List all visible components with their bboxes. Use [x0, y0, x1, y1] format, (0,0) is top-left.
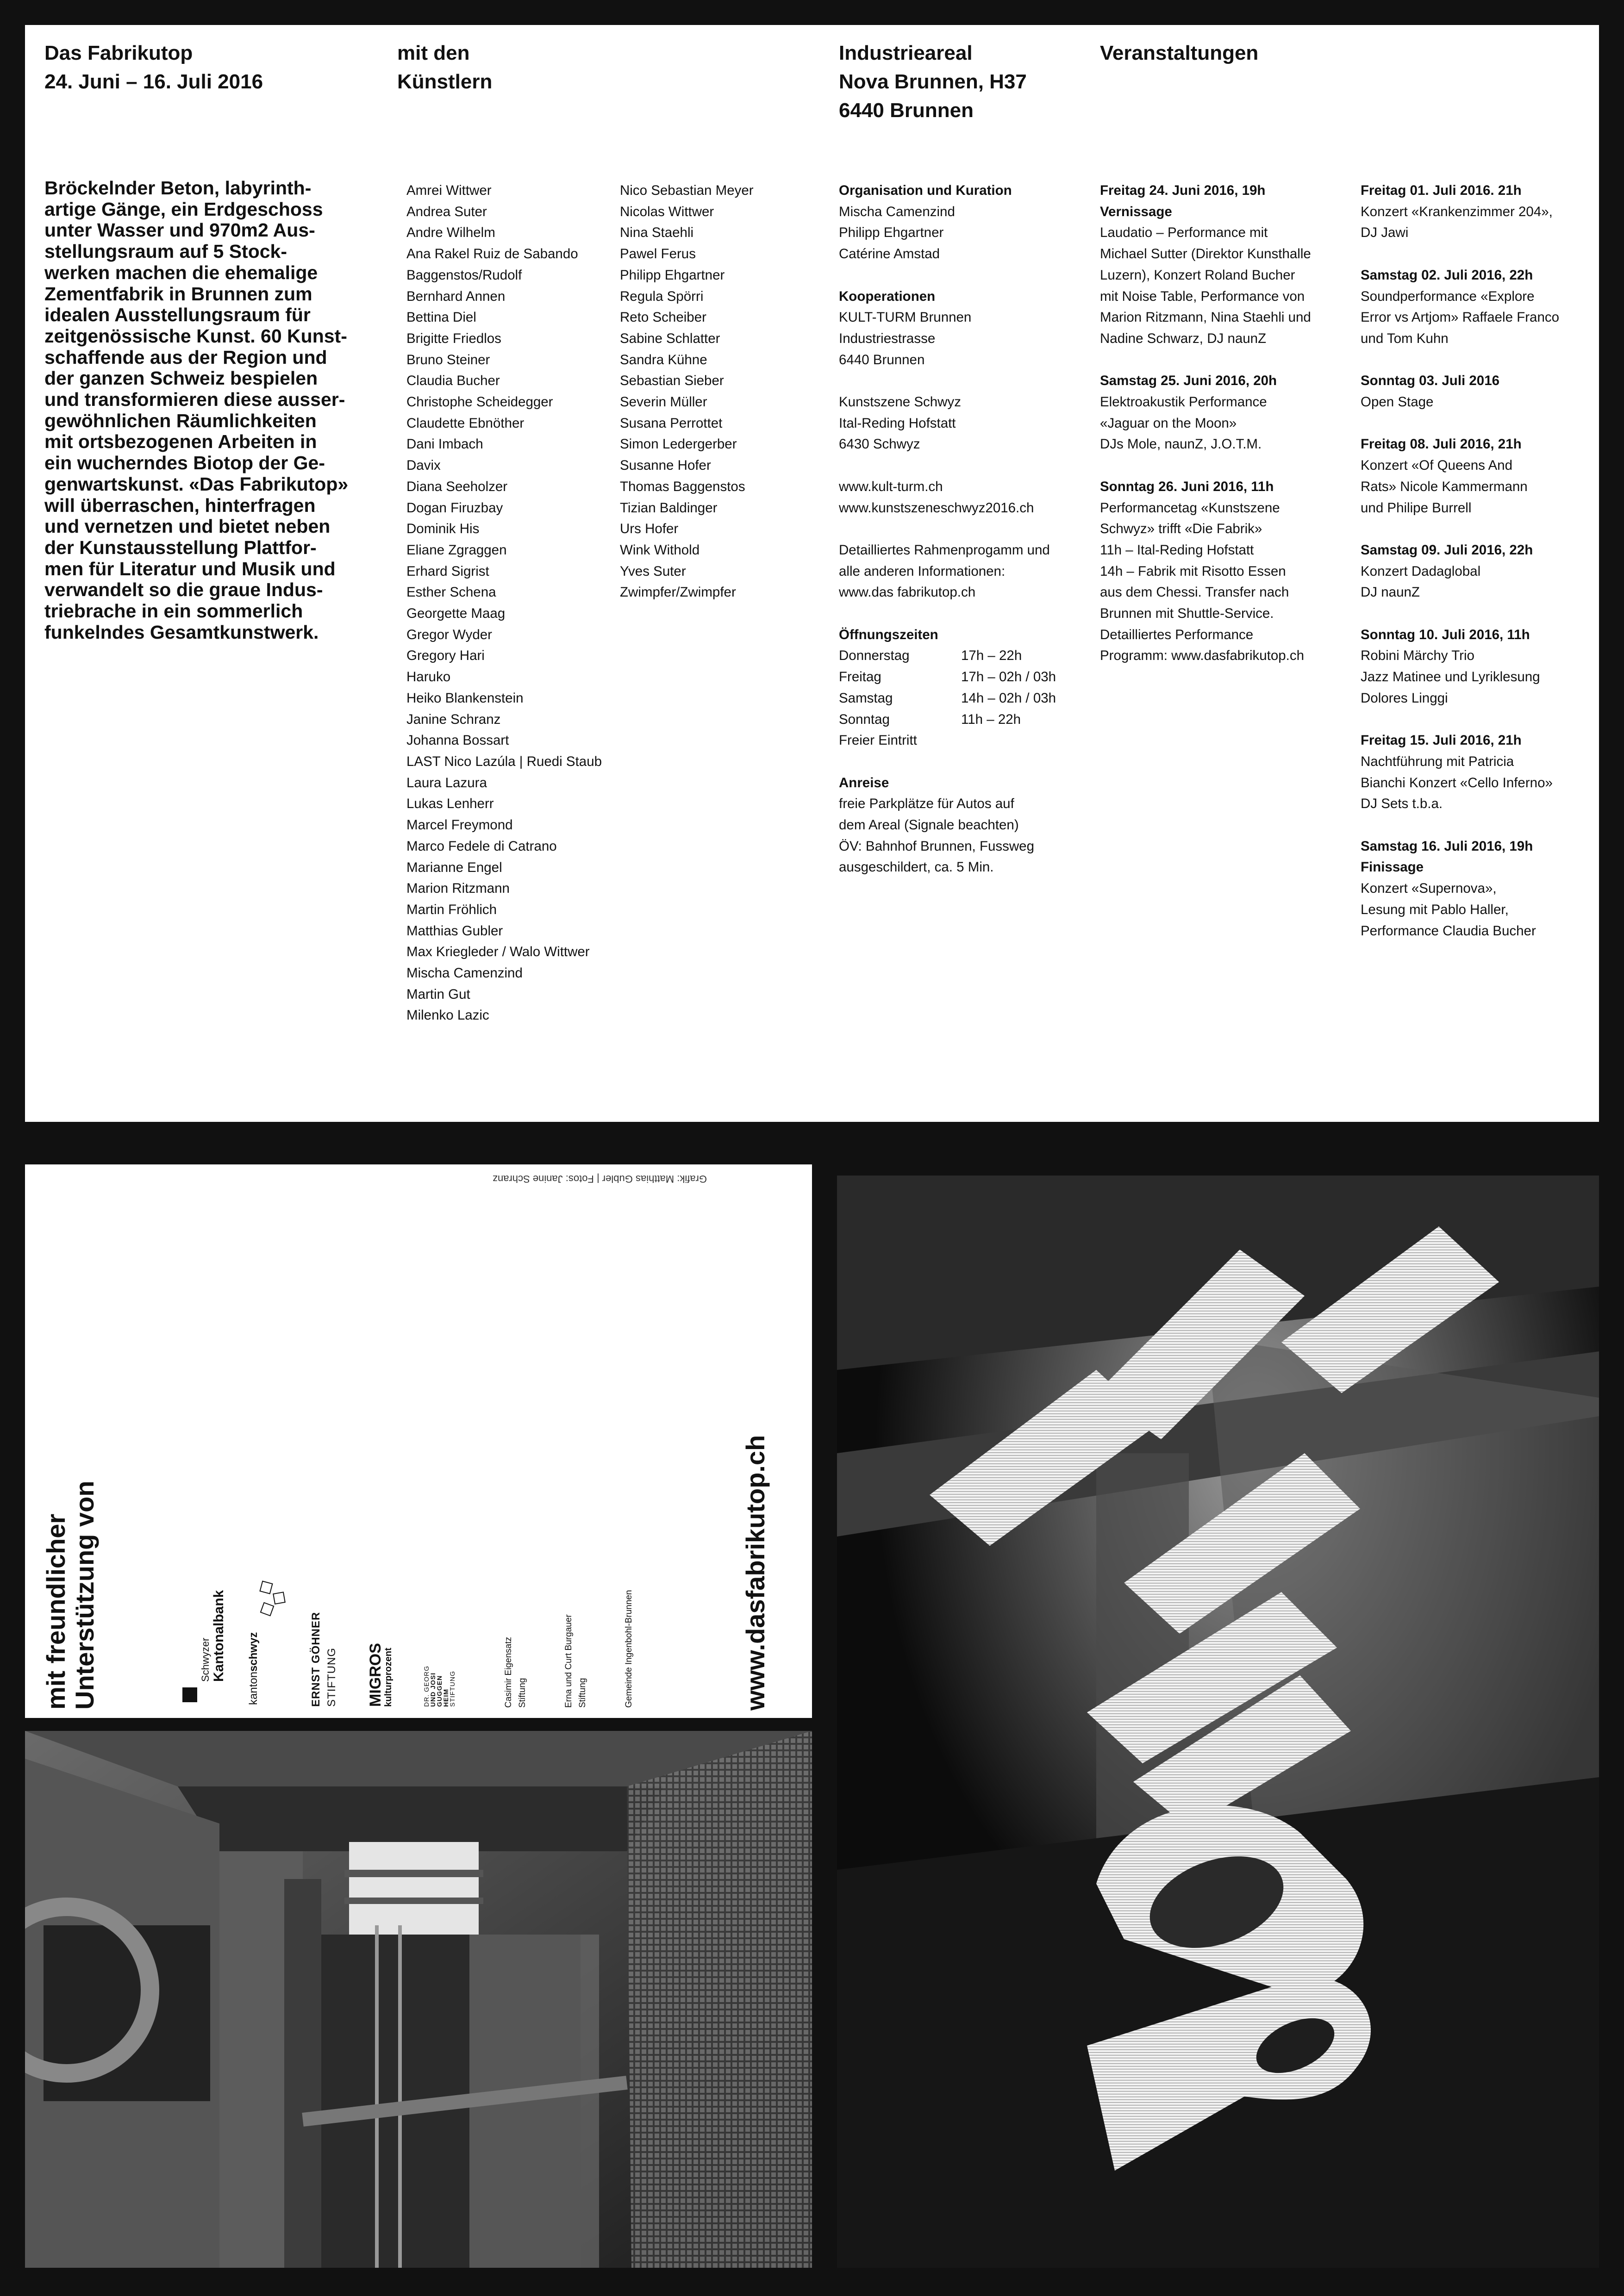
- artist-name: Brigitte Friedlos: [406, 330, 501, 346]
- event-detail: Rats» Nicole Kammermann: [1361, 479, 1528, 494]
- migros-name: MIGROS: [367, 1643, 384, 1707]
- guggenheim-name: GUGGEN: [436, 1675, 443, 1707]
- artist-name: Laura Lazura: [406, 775, 487, 790]
- artist-name: Ana Rakel Ruiz de Sabando: [406, 246, 578, 262]
- artist-name: Bernhard Annen: [406, 288, 506, 304]
- goehner-name: STIFTUNG: [325, 1648, 338, 1707]
- gemeinde-name: Gemeinde Ingenbohl-Brunnen: [624, 1590, 634, 1708]
- website-link[interactable]: www.kult-turm.ch: [839, 479, 943, 494]
- event-detail: Detailliertes Performance: [1100, 627, 1254, 642]
- intro-line: mit ortsbezogenen Arbeiten in: [44, 431, 317, 453]
- event-detail: DJ naunZ: [1361, 585, 1420, 600]
- goehner-name: ERNST GÖHNER: [310, 1612, 322, 1707]
- artist-name: Johanna Bossart: [406, 733, 509, 748]
- travel-line: ÖV: Bahnhof Brunnen, Fussweg: [839, 838, 1034, 854]
- kunstszene-line: Ital-Reding Hofstatt: [839, 415, 956, 431]
- intro-line: und vernetzen und bietet neben: [44, 516, 331, 537]
- intro-line: Bröckelnder Beton, labyrinth-: [44, 177, 312, 199]
- cooperation-line: 6440 Brunnen: [839, 352, 925, 367]
- kanton-label: kanton: [247, 1671, 260, 1705]
- event-detail: Performancetag «Kunstszene: [1100, 500, 1280, 516]
- thanks-line: mit freundlicher: [41, 1513, 70, 1710]
- hours-day: Donnerstag: [839, 648, 910, 664]
- event-detail: Dolores Linggi: [1361, 690, 1448, 706]
- events-heading: Veranstaltungen: [1100, 42, 1259, 64]
- hours-time: 17h – 22h: [961, 648, 1022, 664]
- event-detail: Nachtführung mit Patricia: [1361, 753, 1514, 769]
- event-title: Vernissage: [1100, 204, 1172, 219]
- artists-heading-line1: mit den: [397, 42, 470, 64]
- intro-line: ein wucherndes Biotop der Ge-: [44, 452, 325, 474]
- event-title: Freitag 01. Juli 2016. 21h: [1361, 183, 1522, 198]
- artist-name: Thomas Baggenstos: [620, 479, 745, 494]
- intro-line: idealen Ausstellungsraum für: [44, 304, 311, 326]
- event-title: Freitag 08. Juli 2016, 21h: [1361, 436, 1522, 452]
- travel-title: Anreise: [839, 775, 889, 790]
- travel-line: ausgeschildert, ca. 5 Min.: [839, 859, 994, 875]
- artists-heading-line2: Künstlern: [397, 70, 493, 93]
- event-title: Samstag 16. Juli 2016, 19h: [1361, 838, 1533, 854]
- intro-text: [44, 178, 359, 643]
- travel-line: dem Areal (Signale beachten): [839, 817, 1019, 833]
- hours-time: 11h – 22h: [961, 711, 1021, 727]
- factory-photo-image: [25, 1731, 812, 2268]
- event-entry: [1100, 476, 1311, 666]
- events-column-2: [1361, 180, 1559, 963]
- event-detail: Performance Claudia Bucher: [1361, 923, 1536, 939]
- kanton-squares-icon: [256, 1580, 294, 1622]
- artist-name: Urs Hofer: [620, 521, 679, 537]
- artist-name: Milenko Lazic: [406, 1008, 489, 1023]
- event-detail: Robini Märchy Trio: [1361, 648, 1474, 664]
- event-detail: Konzert «Supernova»,: [1361, 881, 1497, 896]
- hours-day: Freitag: [839, 669, 881, 685]
- szkb-mark-icon: [182, 1687, 197, 1702]
- artist-name: Janine Schranz: [406, 711, 501, 727]
- artist-name: Mischa Camenzind: [406, 965, 523, 981]
- event-detail: Open Stage: [1361, 394, 1434, 410]
- artist-name: Sabine Schlatter: [620, 330, 720, 346]
- artist-name: Haruko: [406, 669, 451, 685]
- event-detail: Michael Sutter (Direktor Kunsthalle: [1100, 246, 1311, 262]
- event-entry: [1361, 540, 1559, 603]
- hours-row: [839, 709, 1056, 730]
- artist-name: Gregor Wyder: [406, 627, 492, 642]
- hours-row: [839, 645, 1056, 666]
- szkb-name: Schwyzer: [200, 1637, 211, 1682]
- artist-name: Dominik His: [406, 521, 480, 537]
- eigensatz-name: Stiftung: [518, 1678, 527, 1708]
- info-column: [839, 180, 1056, 878]
- artist-name: Sandra Kühne: [620, 352, 707, 367]
- event-detail: 14h – Fabrik mit Risotto Essen: [1100, 563, 1286, 579]
- event-title: Sonntag 03. Juli 2016: [1361, 373, 1500, 389]
- artist-name: Heiko Blankenstein: [406, 690, 524, 706]
- event-title: Finissage: [1361, 859, 1424, 875]
- hours-day: Samstag: [839, 690, 893, 706]
- artist-name: Claudia Bucher: [406, 373, 500, 389]
- details-line: Detailliertes Rahmenprogamm und: [839, 542, 1050, 558]
- organisation-line: Mischa Camenzind: [839, 204, 955, 219]
- artist-name: Amrei Wittwer: [406, 183, 492, 198]
- event-detail: «Jaguar on the Moon»: [1100, 415, 1237, 431]
- artist-name: Nina Staehli: [620, 225, 694, 241]
- event-entry: [1361, 434, 1559, 518]
- event-entry: [1361, 624, 1559, 709]
- hours-time: 14h – 02h / 03h: [961, 690, 1056, 706]
- opening-hours-block: [839, 624, 1056, 751]
- intro-line: genwartskunst. «Das Fabrikutop»: [44, 473, 349, 495]
- artist-name: Susana Perrottet: [620, 415, 723, 431]
- location-line2: Nova Brunnen, H37: [839, 70, 1027, 93]
- cooperation-line: Industriestrasse: [839, 330, 936, 346]
- intro-line: schaffende aus der Region und: [44, 346, 327, 368]
- artist-name: Andre Wilhelm: [406, 225, 495, 241]
- artist-name: Eliane Zgraggen: [406, 542, 507, 558]
- details-link[interactable]: www.das fabrikutop.ch: [839, 585, 976, 600]
- intro-line: artige Gänge, ein Erdgeschoss: [44, 198, 323, 220]
- artist-name: Philipp Ehgartner: [620, 267, 725, 283]
- artist-name: Marcel Freymond: [406, 817, 513, 833]
- event-detail: Jazz Matinee und Lyriklesung: [1361, 669, 1540, 685]
- hours-row: [839, 666, 1056, 688]
- artist-name: Matthias Gubler: [406, 923, 503, 939]
- event-detail: Lesung mit Pablo Haller,: [1361, 902, 1509, 917]
- events-column-1: [1100, 180, 1311, 688]
- event-title: Freitag 24. Juni 2016, 19h: [1100, 183, 1266, 198]
- kanton-label: schwyz: [247, 1632, 260, 1672]
- free-entry: Freier Eintritt: [839, 733, 917, 748]
- organisation-line: Philipp Ehgartner: [839, 225, 944, 241]
- header-title: [44, 39, 263, 96]
- event-title: Freitag 15. Juli 2016, 21h: [1361, 733, 1522, 748]
- artist-name: Yves Suter: [620, 563, 686, 579]
- intro-line: zeitgenössische Kunst. 60 Kunst-: [44, 325, 347, 347]
- poster-front: [837, 1176, 1599, 2268]
- artist-name: Christophe Scheidegger: [406, 394, 553, 410]
- guggenheim-name: STIFTUNG: [449, 1671, 456, 1707]
- event-detail: Programm: www.dasfabrikutop.ch: [1100, 648, 1305, 664]
- exhibition-title: Das Fabrikutop: [44, 42, 193, 64]
- travel-line: freie Parkplätze für Autos auf: [839, 796, 1014, 812]
- artist-name: Susanne Hofer: [620, 458, 711, 473]
- event-detail: und Tom Kuhn: [1361, 330, 1449, 346]
- artist-name: Regula Spörri: [620, 288, 704, 304]
- guggenheim-name: UND JOSI: [429, 1672, 437, 1707]
- details-line: alle anderen Informationen:: [839, 563, 1006, 579]
- artist-list-1: [406, 180, 602, 1026]
- event-detail: Konzert «Krankenzimmer 204»,: [1361, 204, 1553, 219]
- intro-line: gewöhnlichen Räumlichkeiten: [44, 410, 317, 431]
- event-title: Samstag 09. Juli 2016, 22h: [1361, 542, 1533, 558]
- event-detail: Konzert «Of Queens And: [1361, 458, 1512, 473]
- migros-name: kulturprozent: [383, 1648, 394, 1707]
- event-detail: Error vs Artjom» Raffaele Franco: [1361, 310, 1560, 325]
- artist-name: Gregory Hari: [406, 648, 485, 664]
- sponsor-card: [25, 1164, 812, 1718]
- artist-name: Sebastian Sieber: [620, 373, 724, 389]
- exhibition-dates: 24. Juni – 16. Juli 2016: [44, 70, 263, 93]
- artist-name: Bruno Steiner: [406, 352, 490, 367]
- artist-name: Andrea Suter: [406, 204, 487, 219]
- event-detail: Konzert Dadaglobal: [1361, 563, 1481, 579]
- hours-day: Sonntag: [839, 711, 890, 727]
- intro-line: triebrache in ein sommerlich: [44, 600, 303, 622]
- artist-name: Tizian Baldinger: [620, 500, 718, 516]
- organisation-title: Organisation und Kuration: [839, 183, 1012, 198]
- header-events: [1100, 39, 1258, 68]
- event-detail: Brunnen mit Shuttle-Service.: [1100, 606, 1274, 622]
- event-detail: Bianchi Konzert «Cello Inferno»: [1361, 775, 1553, 790]
- event-title: Sonntag 10. Juli 2016, 11h: [1361, 627, 1530, 642]
- intro-line: men für Literatur und Musik und: [44, 558, 336, 579]
- event-detail: Marion Ritzmann, Nina Staehli und: [1100, 310, 1311, 325]
- hours-row: [839, 688, 1056, 709]
- artist-name: Esther Schena: [406, 585, 496, 600]
- artist-name: Dani Imbach: [406, 436, 483, 452]
- thanks-line: Unterstützung von: [70, 1481, 99, 1710]
- artist-name: Marianne Engel: [406, 859, 502, 875]
- intro-line: unter Wasser und 970m2 Aus-: [44, 219, 315, 241]
- website-url[interactable]: www.dasfabrikutop.ch: [741, 1435, 770, 1711]
- event-entry: [1361, 265, 1559, 349]
- artist-name: Erhard Sigrist: [406, 563, 489, 579]
- kunstszene-block: [839, 392, 1056, 455]
- intro-line: stellungsraum auf 5 Stock-: [44, 241, 287, 262]
- artist-name: LAST Nico Lazúla | Ruedi Staub: [406, 753, 602, 769]
- artist-name: Marco Fedele di Catrano: [406, 838, 557, 854]
- travel-block: [839, 772, 1056, 878]
- event-entry: [1361, 180, 1559, 243]
- artist-name: Wink Withold: [620, 542, 700, 558]
- website-link[interactable]: www.kunstszeneschwyz2016.ch: [839, 500, 1034, 516]
- event-entry: [1361, 730, 1559, 815]
- event-title: Sonntag 26. Juni 2016, 11h: [1100, 479, 1274, 494]
- event-entry: [1100, 370, 1311, 455]
- websites-block: [839, 476, 1056, 518]
- artist-name: Reto Scheiber: [620, 310, 706, 325]
- event-detail: DJ Sets t.b.a.: [1361, 796, 1443, 812]
- artist-name: Severin Müller: [620, 394, 707, 410]
- event-detail: Elektroakustik Performance: [1100, 394, 1267, 410]
- artist-name: Davix: [406, 458, 441, 473]
- event-detail: und Philipe Burrell: [1361, 500, 1472, 516]
- event-detail: Luzern), Konzert Roland Bucher: [1100, 267, 1295, 283]
- header-artists: [397, 39, 492, 96]
- artist-name: Marion Ritzmann: [406, 881, 510, 896]
- poster-artwork: [837, 1176, 1599, 2268]
- cooperation-line: KULT-TURM Brunnen: [839, 310, 972, 325]
- event-detail: Schwyz» trifft «Die Fabrik»: [1100, 521, 1262, 537]
- factory-interior-photo: [25, 1731, 812, 2268]
- artist-name: Dogan Firuzbay: [406, 500, 503, 516]
- burgauer-name: Erna und Curt Burgauer: [564, 1614, 574, 1708]
- artist-name: Georgette Maag: [406, 606, 506, 622]
- event-entry: [1100, 180, 1311, 349]
- artist-name: Nicolas Wittwer: [620, 204, 714, 219]
- program-sheet: [25, 25, 1599, 1122]
- intro-line: funkelndes Gesamtkunstwerk.: [44, 621, 319, 643]
- event-detail: Nadine Schwarz, DJ naunZ: [1100, 330, 1267, 346]
- cooperation-title: Kooperationen: [839, 288, 936, 304]
- intro-line: verwandelt so die graue Indus-: [44, 579, 323, 601]
- cooperation-block: [839, 286, 1056, 371]
- location-line3: 6440 Brunnen: [839, 99, 974, 122]
- details-block: [839, 540, 1056, 603]
- event-detail: 11h – Ital-Reding Hofstatt: [1100, 542, 1254, 558]
- event-title: Samstag 02. Juli 2016, 22h: [1361, 267, 1533, 283]
- artist-name: Claudette Ebnöther: [406, 415, 525, 431]
- event-entry: [1361, 370, 1559, 412]
- intro-line: werken machen die ehemalige: [44, 261, 318, 283]
- event-detail: DJs Mole, naunZ, J.O.T.M.: [1100, 436, 1262, 452]
- intro-line: der Kunstausstellung Plattfor-: [44, 536, 317, 558]
- burgauer-name: Stiftung: [578, 1678, 587, 1708]
- opening-hours-title: Öffnungszeiten: [839, 627, 938, 642]
- guggenheim-name: HEIM: [442, 1689, 450, 1707]
- location-line1: Industrieareal: [839, 42, 973, 64]
- artist-name: Max Kriegleder / Walo Wittwer: [406, 944, 590, 960]
- guggenheim-name: DR. GEORG: [423, 1665, 430, 1707]
- intro-line: und transformieren diese ausser-: [44, 389, 345, 411]
- intro-line: der ganzen Schweiz bespielen: [44, 367, 318, 389]
- artist-name: Diana Seeholzer: [406, 479, 508, 494]
- event-detail: aus dem Chessi. Transfer nach: [1100, 585, 1289, 600]
- kunstszene-line: Kunstszene Schwyz: [839, 394, 961, 410]
- header-location: [839, 39, 1027, 125]
- thanks-heading: [42, 1481, 99, 1710]
- hours-time: 17h – 02h / 03h: [961, 669, 1056, 685]
- artist-list-2: [620, 180, 754, 603]
- intro-line: will überraschen, hinterfragen: [44, 494, 316, 516]
- artist-name: Bettina Diel: [406, 310, 476, 325]
- artist-name: Simon Ledergerber: [620, 436, 737, 452]
- artist-name: Nico Sebastian Meyer: [620, 183, 754, 198]
- kunstszene-line: 6430 Schwyz: [839, 436, 920, 452]
- event-entry: [1361, 836, 1559, 942]
- intro-line: Zementfabrik in Brunnen zum: [44, 283, 312, 305]
- event-detail: Soundperformance «Explore: [1361, 288, 1535, 304]
- artist-name: Zwimpfer/Zwimpfer: [620, 585, 736, 600]
- artist-name: Baggenstos/Rudolf: [406, 267, 522, 283]
- photo-credits: Grafik: Matthias Gubler | Fotos: Janine Schranz: [493, 1173, 707, 1185]
- artist-name: Martin Gut: [406, 986, 470, 1002]
- artist-name: Martin Fröhlich: [406, 902, 497, 917]
- organisation-line: Catérine Amstad: [839, 246, 940, 262]
- event-detail: Laudatio – Performance mit: [1100, 225, 1268, 241]
- artist-name: Pawel Ferus: [620, 246, 696, 262]
- organisation-block: [839, 180, 1056, 265]
- artist-name: Lukas Lenherr: [406, 796, 494, 812]
- event-title: Samstag 25. Juni 2016, 20h: [1100, 373, 1277, 389]
- event-detail: mit Noise Table, Performance von: [1100, 288, 1305, 304]
- szkb-name: Kantonalbank: [211, 1590, 226, 1682]
- event-detail: DJ Jawi: [1361, 225, 1409, 241]
- eigensatz-name: Casimir Eigensatz: [504, 1636, 513, 1708]
